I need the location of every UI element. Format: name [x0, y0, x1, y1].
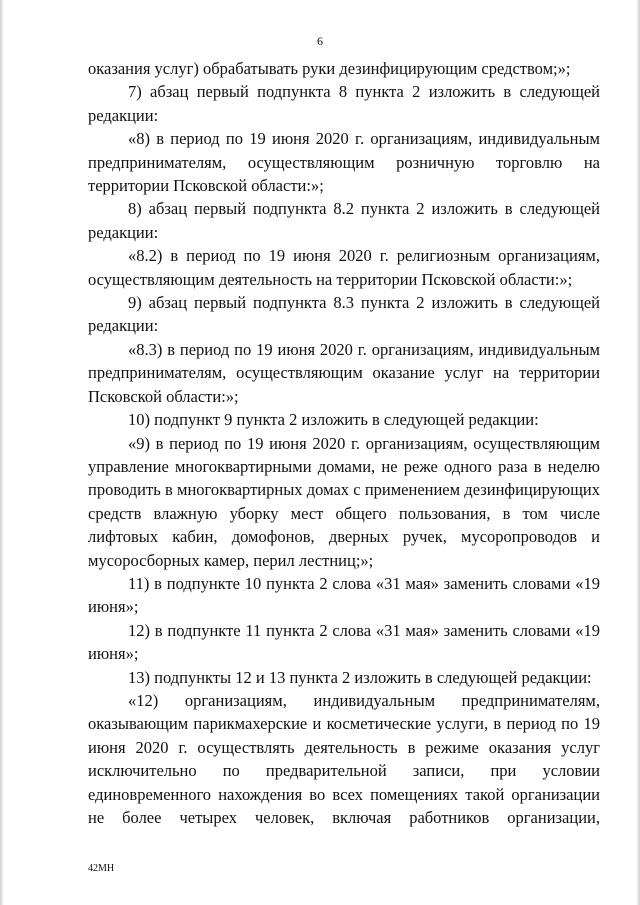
paragraph-item-12: 12) в подпункте 11 пункта 2 слова «31 мая» заменить словами «19 июня»; [88, 620, 600, 664]
paragraph-item-13: 13) подпункты 12 и 13 пункта 2 изложить в следующей редакции: [128, 667, 592, 687]
paragraph-item-10: 10) подпункт 9 пункта 2 изложить в следующей редакции: [128, 410, 539, 430]
paragraph-item-11: 11) в подпункте 10 пункта 2 слова «31 мая» заменить словами «19 июня»; [88, 573, 600, 617]
paragraph-item-7: 7) абзац первый подпункта 8 пункта 2 изложить в следующей редакции: [88, 82, 600, 125]
document-code: 42МН [88, 863, 115, 874]
paragraph-quote-9: «9) в период по 19 июня 2020 г. организациям, осуществляющим управление многоквартирными домами, не реже одного раза в неделю проводить в многоквартирных домах с применением дезинфицирующих средств влажную уборку мест общего пользования, в том числе лифтовых кабин, домофонов, дверных ручек, мусоропроводов и мусоросборных камер, перил лестниц;»; [88, 433, 600, 570]
paragraph-quote-8-2: «8.2) в период по 19 июня 2020 г. религиозным организациям, осуществляющим деятельность на территории Псковской области:»; [88, 246, 600, 289]
scan-edge-right [636, 0, 640, 905]
paragraph-quote-12: «12) организациям, индивидуальным предпринимателям, оказывающим парикмахерские и косметические услуги, в период по 19 июня 2020 г. осуществлять деятельность в режиме оказания услуг исключительно по предварительной записи, при условии единовременного нахождения во всех помещениях такой организации не более четырех человек, включая работников организации, [88, 690, 600, 827]
document-body [88, 57, 600, 829]
paragraph-item-8: 8) абзац первый подпункта 8.2 пункта 2 изложить в следующей редакции: [88, 199, 600, 242]
paragraph-quote-8-3: «8.3) в период по 19 июня 2020 г. организациям, индивидуальным предпринимателям, осуществляющим оказание услуг на территории Псковской области:»; [88, 339, 600, 406]
scan-edge-left [0, 0, 4, 905]
paragraph-quote-8: «8) в период по 19 июня 2020 г. организациям, индивидуальным предпринимателям, осуществляющим розничную торговлю на территории Псковской области:»; [88, 129, 600, 196]
paragraph-item-9: 9) абзац первый подпункта 8.3 пункта 2 изложить в следующей редакции: [88, 293, 600, 336]
paragraph-continuation: оказания услуг) обрабатывать руки дезинфицирующим средством;»; [88, 59, 571, 78]
page-number: 6 [317, 34, 323, 48]
